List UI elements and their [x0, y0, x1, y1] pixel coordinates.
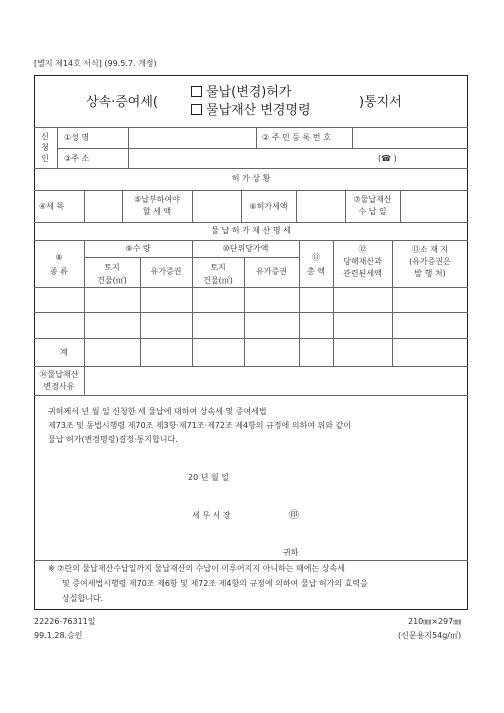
- divider: [34, 287, 468, 288]
- body-text-line1: 귀하께서 년 월 일 신청한 세 물납에 대하여 상속세 및 증여세법: [48, 407, 267, 416]
- total-row-label: 계: [60, 348, 68, 357]
- divider: [128, 127, 129, 168]
- checkbox-icon: [191, 86, 202, 97]
- divider: [34, 312, 468, 313]
- title-prefix: 상속·증여세(: [86, 95, 158, 110]
- quantity-label: ⑨수 량: [125, 244, 151, 253]
- payment-date-label: ⑦물납재산 수 납 일: [353, 195, 392, 216]
- securities-label: 유가증권: [150, 267, 182, 276]
- option2-label: 물납재산 변경명령: [206, 103, 311, 118]
- paper-size: 210㎜×297㎜: [408, 617, 462, 626]
- paper-spec: (신문용지54g/㎡): [398, 631, 462, 640]
- divider: [84, 190, 85, 222]
- property-section-header: 물 납 허 가 재 산 명 세: [211, 226, 291, 235]
- option1-label: 물납(변경)허가: [206, 85, 292, 100]
- change-reason-label: ⑭물납재산 변경사유: [39, 370, 79, 391]
- type-label: ⑧ 종 류: [50, 253, 68, 276]
- divider: [192, 190, 193, 222]
- name-label: ①성 명: [64, 133, 90, 142]
- divider: [34, 395, 468, 396]
- divider: [256, 127, 257, 148]
- divider: [34, 222, 468, 223]
- form-header-note: [별지 제14호 서식] (99.5.7. 개정): [34, 59, 157, 68]
- divider: [34, 338, 468, 339]
- footnote-line1: ※ ⑦란의 물납재산수납일까지 물납재산의 수납이 이루어지지 아니하는 때에는 상속세: [48, 564, 345, 573]
- divider: [192, 240, 193, 366]
- divider: [400, 190, 401, 222]
- tax-item-label: ④세 목: [39, 202, 65, 211]
- decision-date: 20 년 월 일: [188, 473, 229, 482]
- divider: [84, 366, 85, 395]
- divider: [34, 240, 468, 241]
- permit-amount-label: ⑥허가세액: [249, 202, 288, 211]
- divider: [84, 240, 85, 366]
- form-number: 22226-76311일: [34, 617, 96, 626]
- divider: [34, 168, 468, 169]
- land-building-label: 토지 건물(㎡): [97, 263, 127, 285]
- tax-office-label: 세 무 서 장: [192, 511, 231, 520]
- title-suffix: )통지서: [359, 95, 402, 110]
- divider: [57, 148, 468, 149]
- approval-date: 99.1.28.승인: [34, 631, 83, 640]
- id-number-label: ② 주 민 등 록 번 호: [262, 133, 331, 142]
- divider: [34, 560, 468, 561]
- divider: [296, 190, 297, 222]
- phone-label: (☎ ): [378, 154, 397, 163]
- title-option1: [191, 86, 292, 99]
- footnote-line3: 상실합니다.: [62, 594, 104, 603]
- unit-price-label: ⑩단위당가액: [222, 244, 269, 253]
- securities-label: 유가증권: [256, 267, 287, 276]
- divider: [352, 127, 353, 148]
- form-title: [34, 76, 468, 128]
- divider: [34, 127, 468, 128]
- permit-section-header: 허 가 상 황: [231, 174, 271, 183]
- divider: [57, 127, 58, 168]
- checkbox-icon: [191, 104, 202, 115]
- divider: [34, 190, 468, 191]
- recipient-label: 귀하: [283, 548, 299, 557]
- land-building-label: 토지 건물(㎡): [203, 263, 233, 285]
- address-label: ③주 소: [64, 154, 90, 163]
- body-text-line2: 제73조 및 동법시행령 제70조 제3항·제71조·제72조 제4항의 규정에 의하여 위와 같이: [48, 421, 351, 430]
- location-label: ⑬소 재 지 (유가증권은 발 행 처): [409, 245, 451, 278]
- divider: [34, 366, 468, 367]
- form-frame: [34, 75, 468, 610]
- payable-amount-label: ⑤납부하여야 할 세 액: [134, 195, 180, 216]
- body-text-line3: 물납 허가(변경명령)결정·통지합니다.: [48, 435, 178, 444]
- title-option2: [191, 104, 311, 117]
- seal-icon: ㊞: [289, 510, 299, 521]
- applicant-section-label: 신청인: [41, 132, 49, 163]
- total-amount-label: ⑪ 총 액: [307, 253, 325, 276]
- related-tax-label: ⑫ 당해재산과 관련된세액: [343, 245, 382, 278]
- footnote-line2: 및 증여세법시행령 제70조 제6항 및 제72조 제4항의 규정에 의하여 물납 허가의 효력을: [62, 579, 368, 588]
